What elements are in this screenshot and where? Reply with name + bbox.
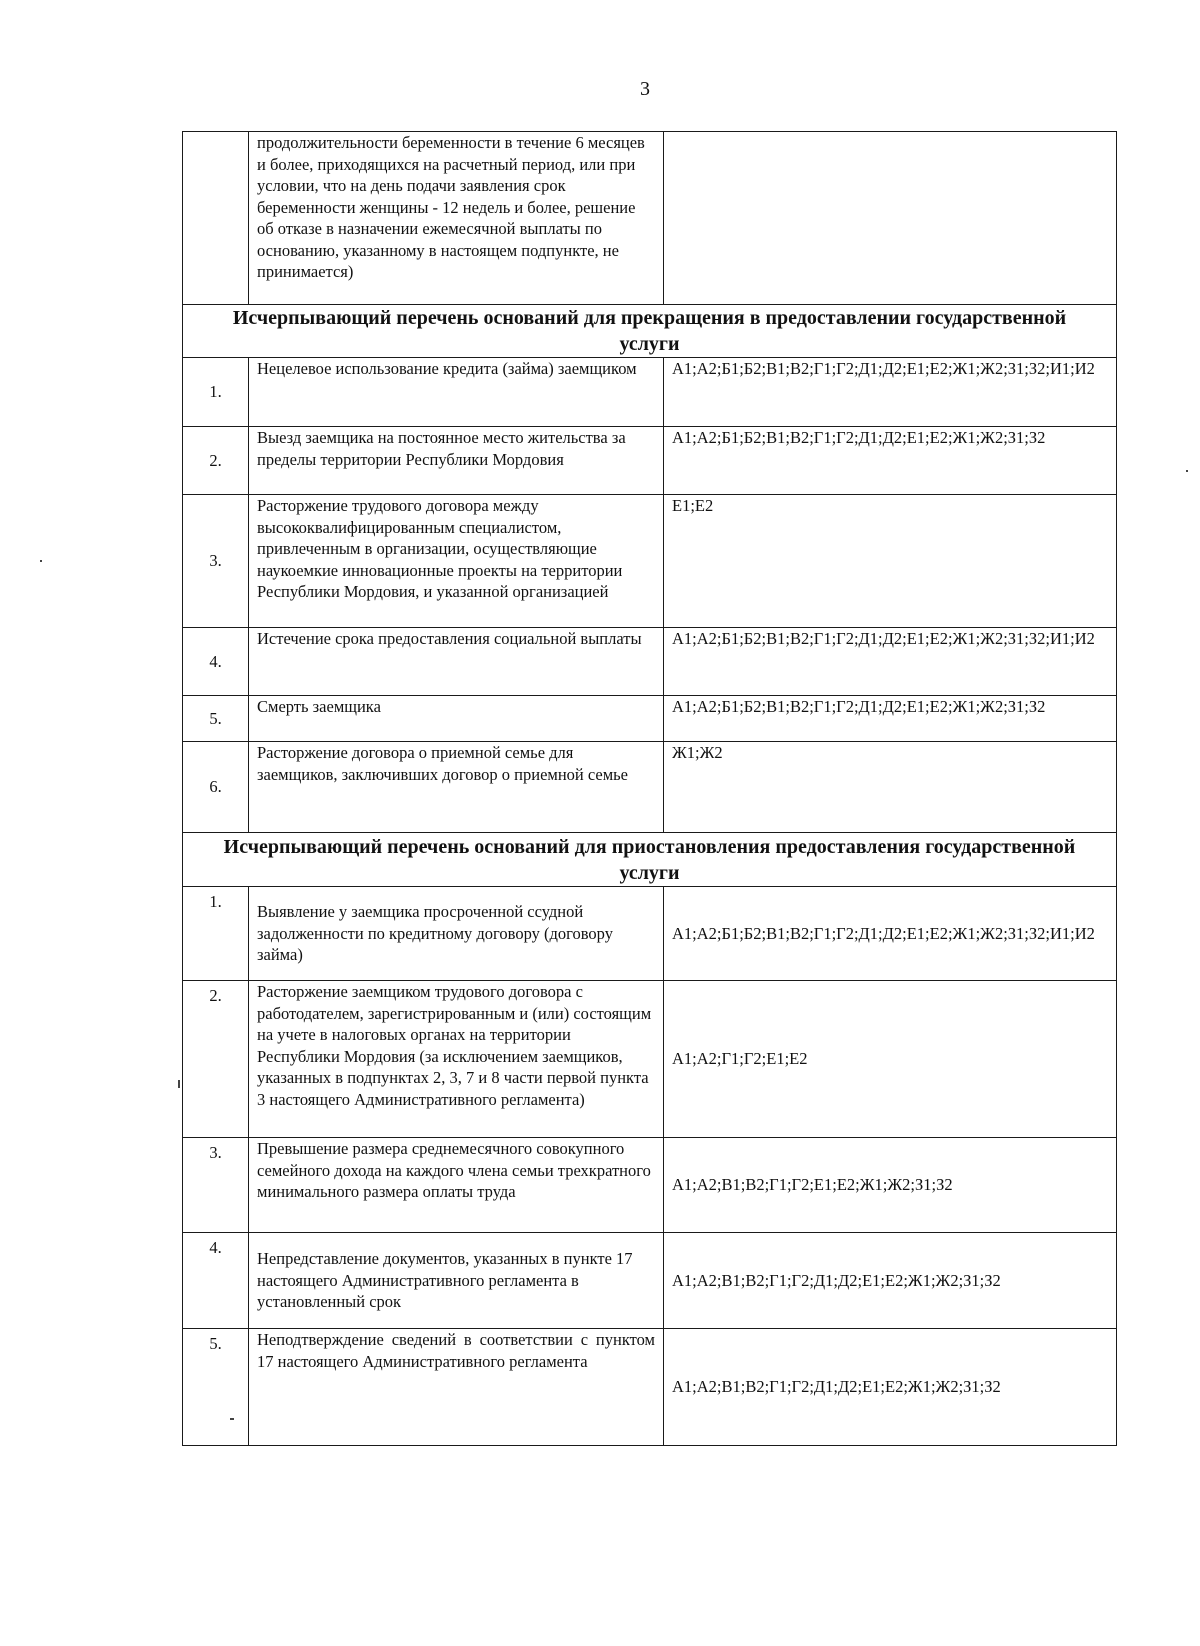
row-codes: А1;А2;В1;В2;Г1;Г2;Д1;Д2;Е1;Е2;Ж1;Ж2;З1;З2 — [664, 1233, 1117, 1329]
scan-speck — [230, 1418, 234, 1420]
table-row — [183, 1233, 1117, 1329]
continuation-row — [183, 132, 1117, 305]
row-text: Расторжение трудового договора между высококвалифицированным специалистом, привлеченным в организации, осуществляющие наукоемкие инновационные проекты на территории Республики Мордовия, и указанной организацией — [249, 495, 664, 628]
row-codes: Е1;Е2 — [664, 495, 1117, 628]
row-text: Выезд заемщика на постоянное место жительства за пределы территории Республики Мордовия — [249, 427, 664, 495]
section-title: Исчерпывающий перечень оснований для приостановления предоставления государственной услуги — [183, 833, 1117, 887]
termination-section-header — [183, 305, 1117, 358]
row-number: 2. — [183, 981, 249, 1138]
row-number: 3. — [183, 495, 249, 628]
row-codes — [664, 132, 1117, 305]
scan-speck — [178, 1080, 180, 1088]
row-codes: Ж1;Ж2 — [664, 742, 1117, 833]
row-text: Выявление у заемщика просроченной ссудной задолженности по кредитному договору (договору займа) — [249, 887, 664, 981]
table-row — [183, 358, 1117, 427]
table-row — [183, 1138, 1117, 1233]
row-number: 5. — [183, 696, 249, 742]
row-number: 1. — [183, 887, 249, 981]
row-number: 6. — [183, 742, 249, 833]
suspension-section-header — [183, 833, 1117, 887]
row-number: 3. — [183, 1138, 249, 1233]
row-text: Непредставление документов, указанных в пункте 17 настоящего Административного регламента в установленный срок — [249, 1233, 664, 1329]
row-text: Нецелевое использование кредита (займа) заемщиком — [249, 358, 664, 427]
row-text: Истечение срока предоставления социальной выплаты — [249, 628, 664, 696]
row-codes: А1;А2;Б1;Б2;В1;В2;Г1;Г2;Д1;Д2;Е1;Е2;Ж1;Ж2;З1;З2;И1;И2 — [664, 358, 1117, 427]
table-row — [183, 981, 1117, 1138]
scan-speck — [40, 560, 42, 562]
row-codes: А1;А2;В1;В2;Г1;Г2;Е1;Е2;Ж1;Ж2;З1;З2 — [664, 1138, 1117, 1233]
table-row — [183, 628, 1117, 696]
row-number: 1. — [183, 358, 249, 427]
table-row — [183, 887, 1117, 981]
row-text: Расторжение договора о приемной семье для заемщиков, заключивших договор о приемной семье — [249, 742, 664, 833]
row-codes: А1;А2;Б1;Б2;В1;В2;Г1;Г2;Д1;Д2;Е1;Е2;Ж1;Ж2;З1;З2;И1;И2 — [664, 887, 1117, 981]
grounds-table — [182, 131, 1117, 1446]
row-text: Неподтверждение сведений в соответствии с пунктом 17 настоящего Административного регламента — [249, 1329, 664, 1446]
table-row — [183, 495, 1117, 628]
table-row — [183, 742, 1117, 833]
row-text: Расторжение заемщиком трудового договора с работодателем, зарегистрированным и (или) состоящим на учете в налоговых органах на территории Республики Мордовия (за исключением заемщиков, указанных в подпунктах 2, 3, 7 и 8 части первой пункта 3 настоящего Административного регламента) — [249, 981, 664, 1138]
row-text: Превышение размера среднемесячного совокупного семейного дохода на каждого члена семьи трехкратного минимального размера оплаты труда — [249, 1138, 664, 1233]
table-row — [183, 427, 1117, 495]
row-number: 4. — [183, 1233, 249, 1329]
row-codes: А1;А2;В1;В2;Г1;Г2;Д1;Д2;Е1;Е2;Ж1;Ж2;З1;З2 — [664, 1329, 1117, 1446]
row-number: 5. — [183, 1329, 249, 1446]
page-number: 3 — [640, 78, 650, 100]
table-row — [183, 1329, 1117, 1446]
row-codes: А1;А2;Б1;Б2;В1;В2;Г1;Г2;Д1;Д2;Е1;Е2;Ж1;Ж2;З1;З2 — [664, 696, 1117, 742]
row-number: 4. — [183, 628, 249, 696]
row-number — [183, 132, 249, 305]
table-row — [183, 696, 1117, 742]
row-codes: А1;А2;Б1;Б2;В1;В2;Г1;Г2;Д1;Д2;Е1;Е2;Ж1;Ж2;З1;З2;И1;И2 — [664, 628, 1117, 696]
row-codes: А1;А2;Б1;Б2;В1;В2;Г1;Г2;Д1;Д2;Е1;Е2;Ж1;Ж2;З1;З2 — [664, 427, 1117, 495]
row-codes: А1;А2;Г1;Г2;Е1;Е2 — [664, 981, 1117, 1138]
scan-speck — [1186, 470, 1188, 472]
section-title: Исчерпывающий перечень оснований для прекращения в предоставлении государственной услуги — [183, 305, 1117, 358]
row-number: 2. — [183, 427, 249, 495]
row-text: Смерть заемщика — [249, 696, 664, 742]
row-text: продолжительности беременности в течение 6 месяцев и более, приходящихся на расчетный период, или при условии, что на день подачи заявления срок беременности женщины - 12 недель и более, решение об отказе в назначении ежемесячной выплаты по основанию, указанному в настоящем подпункте, не принимается) — [249, 132, 664, 305]
